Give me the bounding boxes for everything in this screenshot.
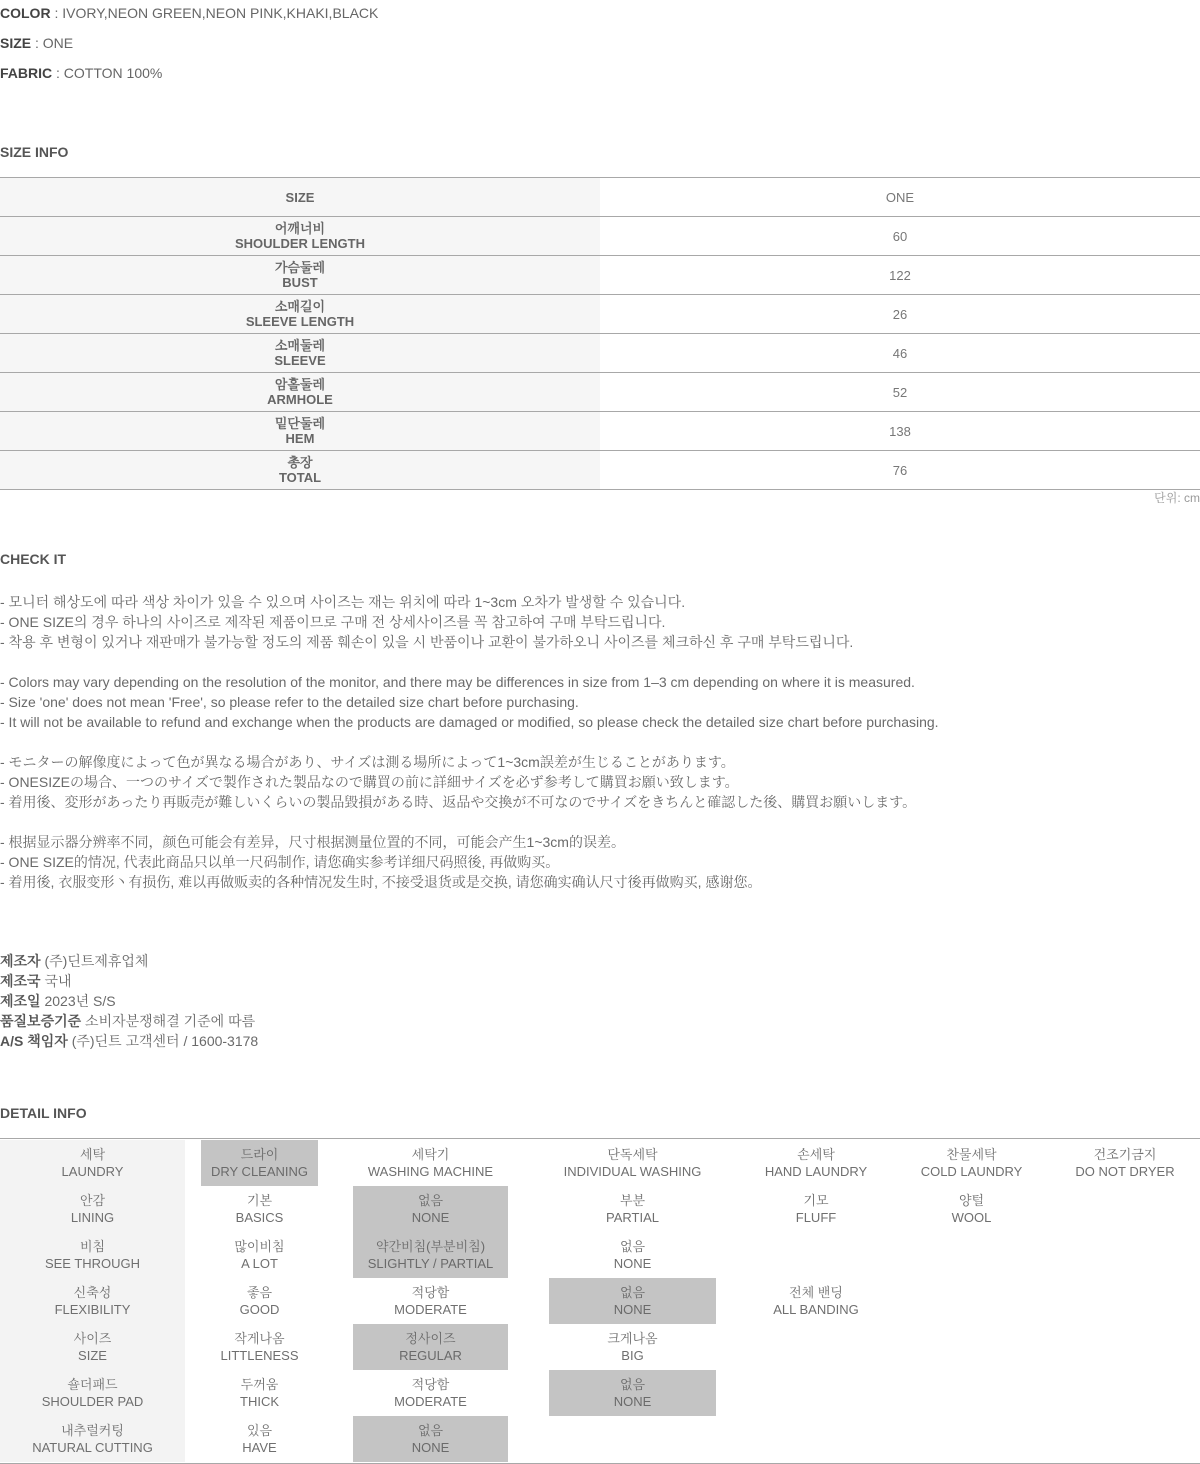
detail-option-en: DO NOT DRYER: [1075, 1164, 1175, 1179]
product-info-label: 제조국: [0, 973, 41, 989]
note-line: - 根据显示器分辨率不同，颜色可能会有差异，尺寸根据测量位置的不同，可能会产生1~3cm的误差。: [0, 834, 625, 850]
detail-option: [549, 1232, 716, 1278]
detail-option-ko: 건조기금지: [1093, 1147, 1157, 1162]
detail-option-selected: [549, 1278, 716, 1324]
product-info-label: 제조일: [0, 993, 41, 1009]
spec-size-label: SIZE: [0, 35, 32, 51]
detail-option: [201, 1416, 318, 1462]
detail-option: [740, 1186, 892, 1232]
size-measure-ko: 총장: [287, 455, 313, 470]
detail-option: [905, 1140, 1038, 1186]
detail-option: [549, 1186, 716, 1232]
detail-category-label: [0, 1416, 185, 1462]
detail-category-label: [0, 1324, 185, 1370]
note-line: - Colors may vary depending on the resolution of the monitor, and there may be differences in size from 1–3 cm depending on where it is measured.: [0, 674, 915, 690]
size-header-value: ONE: [600, 178, 1200, 217]
detail-option-en: LINING: [70, 1210, 115, 1225]
detail-option: [201, 1278, 318, 1324]
detail-option-ko: 양털: [958, 1193, 985, 1208]
size-measure-value: 52: [600, 373, 1200, 412]
product-info-row: [0, 991, 258, 1011]
note-line: - It will not be available to refund and exchange when the products are damaged or modified, so please check the detailed size chart before purchasing.: [0, 714, 939, 730]
detail-option: [1050, 1140, 1200, 1186]
detail-option-ko: 있음: [246, 1423, 273, 1438]
detail-option-selected: [353, 1232, 508, 1278]
size-measure-value: 60: [600, 217, 1200, 256]
product-info-row: [0, 1011, 258, 1031]
size-table-row: [0, 412, 1200, 451]
size-table-row: [0, 451, 1200, 490]
detail-option-ko: 기본: [246, 1193, 273, 1208]
product-info-value: 소비자분쟁해결 기준에 따름: [81, 1013, 256, 1029]
note-line: - ONE SIZE的情况, 代表此商品只以单一尺码制作, 请您确实参考详细尺码照後, 再做购买。: [0, 854, 560, 870]
spec-fabric-label: FABRIC: [0, 65, 53, 81]
detail-option-en: NONE: [613, 1302, 652, 1317]
detail-option-en: GOOD: [239, 1302, 280, 1317]
detail-option-ko: 드라이: [240, 1147, 279, 1162]
detail-option-en: ALL BANDING: [773, 1302, 859, 1317]
size-measure-en: HEM: [285, 431, 315, 446]
detail-info-title: DETAIL INFO: [0, 1105, 87, 1121]
detail-option-ko: 사이즈: [73, 1331, 112, 1346]
size-table-row: [0, 256, 1200, 295]
detail-option-selected: [353, 1416, 508, 1462]
detail-option-en: NATURAL CUTTING: [32, 1440, 153, 1455]
size-measure-en: SHOULDER LENGTH: [235, 236, 365, 251]
detail-option-en: LITTLENESS: [220, 1348, 299, 1363]
check-it-title: CHECK IT: [0, 551, 67, 567]
note-line: - 着用後, 衣服变形丶有损伤, 难以再做贩卖的各种情况发生时, 不接受退货或是交换, 请您确实确认尺寸後再做购买, 感谢您。: [0, 874, 762, 890]
detail-option-en: A LOT: [241, 1256, 278, 1271]
product-info-row: [0, 971, 258, 991]
detail-category-label: [0, 1186, 185, 1232]
detail-category-label: [0, 1278, 185, 1324]
detail-option-ko: 신축성: [73, 1285, 112, 1300]
detail-option: [353, 1140, 508, 1186]
size-measure-en: TOTAL: [278, 470, 322, 485]
size-table-row: [0, 334, 1200, 373]
size-measure-label: [0, 334, 600, 373]
product-info-value: (주)딘트제휴업체: [40, 953, 149, 969]
detail-option-ko: 적당함: [411, 1377, 450, 1392]
spec-size: [0, 34, 73, 52]
detail-option-ko: 없음: [417, 1423, 444, 1438]
detail-option: [549, 1140, 716, 1186]
detail-option-ko: 세탁: [79, 1147, 106, 1162]
detail-option-en: INDIVIDUAL WASHING: [563, 1164, 702, 1179]
product-info-value: 국내: [40, 973, 72, 989]
detail-option-en: SHOULDER PAD: [41, 1394, 144, 1409]
detail-option-en: WOOL: [951, 1210, 992, 1225]
product-info: [0, 951, 258, 1051]
detail-option-en: SEE THROUGH: [44, 1256, 141, 1271]
notes-ja: [0, 752, 1200, 812]
note-line: - 착용 후 변형이 있거나 재판매가 불가능할 정도의 제품 훼손이 있을 시 반품이나 교환이 불가하오니 사이즈를 체크하신 후 구매 부탁드립니다.: [0, 634, 854, 650]
size-measure-value: 76: [600, 451, 1200, 490]
detail-option-selected: [353, 1324, 508, 1370]
note-line: - ONE SIZE의 경우 하나의 사이즈로 제작된 제품이므로 구매 전 상세사이즈를 꼭 참고하여 구매 부탁드립니다.: [0, 614, 666, 630]
size-measure-label: [0, 217, 600, 256]
detail-option-en: NONE: [613, 1256, 652, 1271]
size-measure-en: ARMHOLE: [267, 392, 333, 407]
detail-option-en: HAND LAUNDRY: [764, 1164, 868, 1179]
detail-option-ko: 없음: [417, 1193, 444, 1208]
detail-option-ko: 내추럴커팅: [61, 1423, 124, 1438]
spec-size-value: : ONE: [31, 35, 74, 51]
spec-fabric: [0, 64, 162, 82]
size-table: [0, 177, 1200, 490]
size-table-row: [0, 295, 1200, 334]
detail-option-ko: 찬물세탁: [946, 1147, 997, 1162]
detail-option-en: FLEXIBILITY: [54, 1302, 131, 1317]
size-measure-ko: 소매둘레: [274, 338, 326, 353]
detail-option-selected: [353, 1186, 508, 1232]
product-info-label: 제조자: [0, 953, 41, 969]
detail-option-ko: 없음: [619, 1377, 646, 1392]
size-measure-value: 122: [600, 256, 1200, 295]
detail-option-ko: 세탁기: [411, 1147, 450, 1162]
detail-option-en: SIZE: [78, 1348, 107, 1363]
detail-option-selected: [549, 1370, 716, 1416]
product-info-label: A/S 책임자: [0, 1033, 68, 1049]
detail-option-ko: 좋음: [246, 1285, 273, 1300]
detail-option-ko: 크게나옴: [607, 1331, 658, 1346]
size-measure-ko: 소매길이: [274, 299, 326, 314]
detail-option-en: HAVE: [242, 1440, 277, 1455]
size-info-title: SIZE INFO: [0, 144, 69, 160]
size-table-row: [0, 217, 1200, 256]
detail-option-en: MODERATE: [394, 1394, 467, 1409]
spec-fabric-value: : COTTON 100%: [52, 65, 163, 81]
detail-category-label: [0, 1232, 185, 1278]
detail-option: [201, 1324, 318, 1370]
detail-option-ko: 적당함: [411, 1285, 450, 1300]
detail-option-en: MODERATE: [394, 1302, 467, 1317]
detail-option-en: LAUNDRY: [61, 1164, 124, 1179]
detail-option-ko: 숄더패드: [67, 1377, 118, 1392]
detail-option-en: NONE: [411, 1210, 450, 1225]
size-measure-label: [0, 295, 600, 334]
size-measure-ko: 암홀둘레: [274, 377, 326, 392]
detail-option-ko: 두꺼움: [240, 1377, 279, 1392]
product-info-row: [0, 1031, 258, 1051]
detail-option-ko: 안감: [79, 1193, 106, 1208]
detail-option-ko: 작게나옴: [234, 1331, 285, 1346]
detail-option-en: COLD LAUNDRY: [920, 1164, 1023, 1179]
product-info-row: [0, 951, 258, 971]
detail-option-ko: 단독세탁: [607, 1147, 658, 1162]
note-line: - 모니터 해상도에 따라 색상 차이가 있을 수 있으며 사이즈는 재는 위치에 따라 1~3cm 오차가 발생할 수 있습니다.: [0, 594, 686, 610]
detail-option: [740, 1278, 892, 1324]
size-measure-value: 26: [600, 295, 1200, 334]
size-measure-en: SLEEVE: [274, 353, 326, 368]
detail-option: [740, 1140, 892, 1186]
detail-category-label: [0, 1140, 185, 1186]
product-info-value: (주)딘트 고객센터 / 1600-3178: [67, 1033, 259, 1049]
detail-option-en: FLUFF: [795, 1210, 837, 1225]
detail-option: [201, 1232, 318, 1278]
detail-option-en: NONE: [613, 1394, 652, 1409]
size-measure-ko: 밑단둘레: [274, 416, 326, 431]
detail-option-ko: 전체 밴딩: [789, 1285, 843, 1300]
detail-option-ko: 기모: [803, 1193, 829, 1208]
product-info-label: 품질보증기준: [0, 1013, 82, 1029]
size-unit: 단위: cm: [1154, 491, 1200, 505]
size-measure-ko: 가슴둘레: [274, 260, 326, 275]
note-line: - Size 'one' does not mean 'Free', so please refer to the detailed size chart before purchasing.: [0, 694, 579, 710]
note-line: - モニターの解像度によって色が異なる場合があり、サイズは測る場所によって1~3cm誤差が生じることがあります。: [0, 754, 735, 770]
size-table-row: [0, 373, 1200, 412]
detail-option: [201, 1370, 318, 1416]
size-measure-ko: 어깨너비: [274, 221, 326, 236]
spec-color-label: COLOR: [0, 5, 51, 21]
detail-option: [353, 1278, 508, 1324]
detail-option-ko: 없음: [619, 1239, 646, 1254]
size-header-label: SIZE: [0, 178, 600, 217]
detail-option-en: THICK: [240, 1394, 279, 1409]
size-measure-label: [0, 373, 600, 412]
size-measure-en: SLEEVE LENGTH: [245, 314, 355, 329]
detail-option-ko: 부분: [619, 1193, 646, 1208]
size-measure-label: [0, 412, 600, 451]
detail-option-selected: [201, 1140, 318, 1186]
size-measure-en: BUST: [282, 275, 318, 290]
spec-color: [0, 4, 378, 22]
notes-zh: [0, 832, 1200, 892]
notes-en: [0, 672, 1200, 732]
detail-option: [201, 1186, 318, 1232]
detail-option-ko: 손세탁: [797, 1147, 835, 1162]
detail-category-label: [0, 1370, 185, 1416]
size-measure-label: [0, 256, 600, 295]
size-table-header: [0, 178, 1200, 217]
spec-color-value: : IVORY,NEON GREEN,NEON PINK,KHAKI,BLACK: [50, 5, 379, 21]
detail-option-en: DRY CLEANING: [210, 1164, 309, 1179]
detail-option-en: WASHING MACHINE: [367, 1164, 494, 1179]
size-measure-label: [0, 451, 600, 490]
detail-option-ko: 없음: [619, 1285, 646, 1300]
detail-option-ko: 정사이즈: [405, 1331, 456, 1346]
note-line: - ONESIZEの場合、一つのサイズで製作された製品なので購買の前に詳細サイズを必ず参考して購買お願い致します。: [0, 774, 739, 790]
size-measure-value: 138: [600, 412, 1200, 451]
check-it-notes: [0, 592, 1200, 892]
size-measure-value: 46: [600, 334, 1200, 373]
detail-option-en: NONE: [411, 1440, 450, 1455]
detail-option-en: BASICS: [235, 1210, 284, 1225]
detail-option-en: PARTIAL: [606, 1210, 659, 1225]
note-line: - 着用後、変形があったり再販売が難しいくらいの製品毀損がある時、返品や交換が不可なのでサイズをきちんと確認した後、購買お願いします。: [0, 794, 917, 810]
detail-option-en: SLIGHTLY / PARTIAL: [367, 1256, 494, 1271]
detail-option-ko: 많이비침: [234, 1239, 285, 1254]
detail-option: [549, 1324, 716, 1370]
detail-option-en: REGULAR: [399, 1348, 462, 1363]
detail-option-en: BIG: [621, 1348, 644, 1363]
product-info-value: 2023년 S/S: [40, 993, 116, 1009]
detail-option: [353, 1370, 508, 1416]
notes-ko: [0, 592, 1200, 652]
detail-grid: [0, 1138, 1200, 1464]
detail-option-ko: 비침: [79, 1239, 106, 1254]
detail-option: [905, 1186, 1038, 1232]
detail-option-ko: 약간비침(부분비침): [375, 1239, 486, 1254]
